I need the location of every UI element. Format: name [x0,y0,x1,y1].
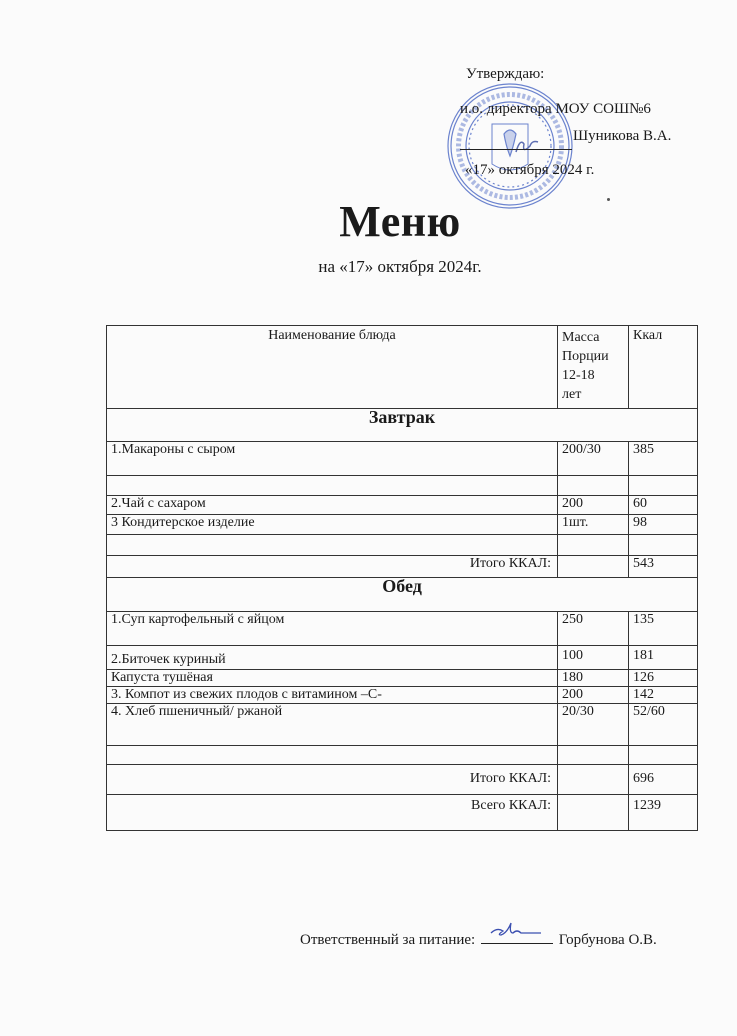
dish-name: 1.Макароны с сыром [107,442,558,476]
grand-total-mass-empty [558,795,629,831]
table-row [107,646,698,670]
dish-name: 3. Компот из свежих плодов с витамином –С- [107,687,558,704]
table-row [107,496,698,515]
dish-name [107,476,558,496]
dish-name: 2.Чай с сахаром [107,496,558,515]
header-mass-line: Порции [562,349,609,364]
dish-mass [558,746,629,765]
footer-responsible [300,929,657,949]
dish-name: Капуста тушёная [107,670,558,687]
table-row [107,476,698,496]
dish-kcal: 60 [629,496,698,515]
table-row [107,515,698,535]
dish-name [107,746,558,765]
dish-kcal: 52/60 [629,704,698,746]
director-signature-icon [516,142,538,153]
dish-mass: 200 [558,687,629,704]
dish-name [107,535,558,556]
dish-kcal [629,535,698,556]
section-title: Обед [107,578,698,612]
table-header-row [107,326,698,409]
total-row-lunch [107,765,698,795]
header-dish-name: Наименование блюда [107,326,558,409]
table-row [107,746,698,765]
footer-name: Горбунова О.В. [558,932,657,948]
approval-heading: Утверждаю: [466,66,545,82]
menu-table [106,325,698,831]
dish-kcal: 98 [629,515,698,535]
header-kcal: Ккал [629,326,698,409]
dish-kcal: 181 [629,646,698,670]
dish-name: 2.Биточек куриный [107,646,558,670]
approval-signer: Шуникова В.А. [573,128,672,144]
section-row-lunch [107,578,698,612]
grand-total-label: Всего ККАЛ: [107,795,558,831]
page-subtitle: на «17» октября 2024г. [318,257,482,276]
dish-mass: 100 [558,646,629,670]
dish-mass [558,476,629,496]
dish-mass: 20/30 [558,704,629,746]
total-kcal: 543 [629,556,698,578]
dish-kcal: 385 [629,442,698,476]
page-title: Меню [339,197,461,246]
dish-mass: 200/30 [558,442,629,476]
section-title: Завтрак [107,409,698,442]
dish-kcal [629,746,698,765]
table-row [107,704,698,746]
approval-date: «17» октября 2024 г. [465,162,595,178]
dish-kcal [629,476,698,496]
dish-mass [558,535,629,556]
dish-name: 1.Суп картофельный с яйцом [107,612,558,646]
dish-name: 4. Хлеб пшеничный/ ржаной [107,704,558,746]
table-row [107,442,698,476]
dish-kcal: 126 [629,670,698,687]
signature-line [460,149,572,150]
total-mass-empty [558,556,629,578]
signature-blank [481,929,553,944]
grand-total-row [107,795,698,831]
dish-name: 3 Кондитерское изделие [107,515,558,535]
dish-mass: 180 [558,670,629,687]
total-label: Итого ККАЛ: [107,765,558,795]
header-mass-line: лет [562,387,582,402]
dish-kcal: 142 [629,687,698,704]
dish-mass: 1шт. [558,515,629,535]
header-portion-mass [558,326,629,409]
table-row [107,535,698,556]
grand-total-kcal: 1239 [629,795,698,831]
header-mass-line: 12-18 [562,368,595,383]
table-row [107,612,698,646]
total-mass-empty [558,765,629,795]
total-row-breakfast [107,556,698,578]
dish-mass: 200 [558,496,629,515]
table-row [107,670,698,687]
header-mass-line: Масса [562,330,600,345]
section-row-breakfast [107,409,698,442]
table-row [107,687,698,704]
approval-position: и.о. директора МОУ СОШ№6 [460,101,651,117]
total-kcal: 696 [629,765,698,795]
footer-label: Ответственный за питание: [300,932,476,948]
dish-kcal: 135 [629,612,698,646]
responsible-signature-icon [487,921,547,941]
dish-mass: 250 [558,612,629,646]
total-label: Итого ККАЛ: [107,556,558,578]
